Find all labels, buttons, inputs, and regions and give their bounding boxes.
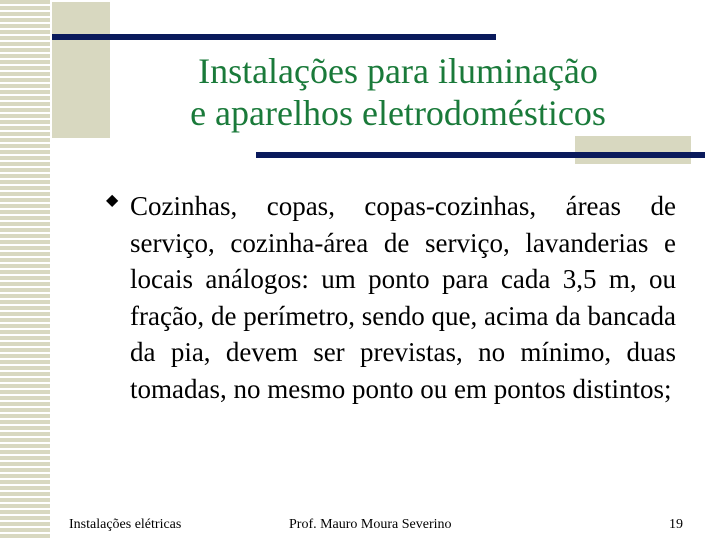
slide-title-line1: Instalações para iluminação — [198, 51, 598, 91]
slide-title-line2: e aparelhos eletrodomésticos — [190, 93, 606, 133]
decorative-top-bar — [52, 34, 496, 40]
decorative-side-stripes — [0, 0, 50, 540]
footer-course-name: Instalações elétricas — [69, 517, 182, 532]
footer-author: Prof. Mauro Moura Severino — [289, 517, 452, 532]
footer-page-number: 19 — [669, 517, 683, 532]
decorative-bottom-bar — [256, 152, 705, 158]
bullet-text: Cozinhas, copas, copas-cozinhas, áreas de serviço, cozinha-área de serviço, lavanderias e locais análogos: um ponto para cada 3,5 m, ou fração, de perímetro, sendo que, acima da bancada da pia, devem ser previstas, no mínimo, duas tomadas, no mesmo ponto ou em pontos distintos; — [130, 191, 676, 404]
decorative-top-block — [52, 2, 110, 138]
slide-title — [120, 50, 676, 134]
bullet-list — [106, 188, 676, 407]
decorative-bottom-block — [575, 136, 691, 164]
diamond-bullet-icon: ◆ — [106, 192, 119, 209]
